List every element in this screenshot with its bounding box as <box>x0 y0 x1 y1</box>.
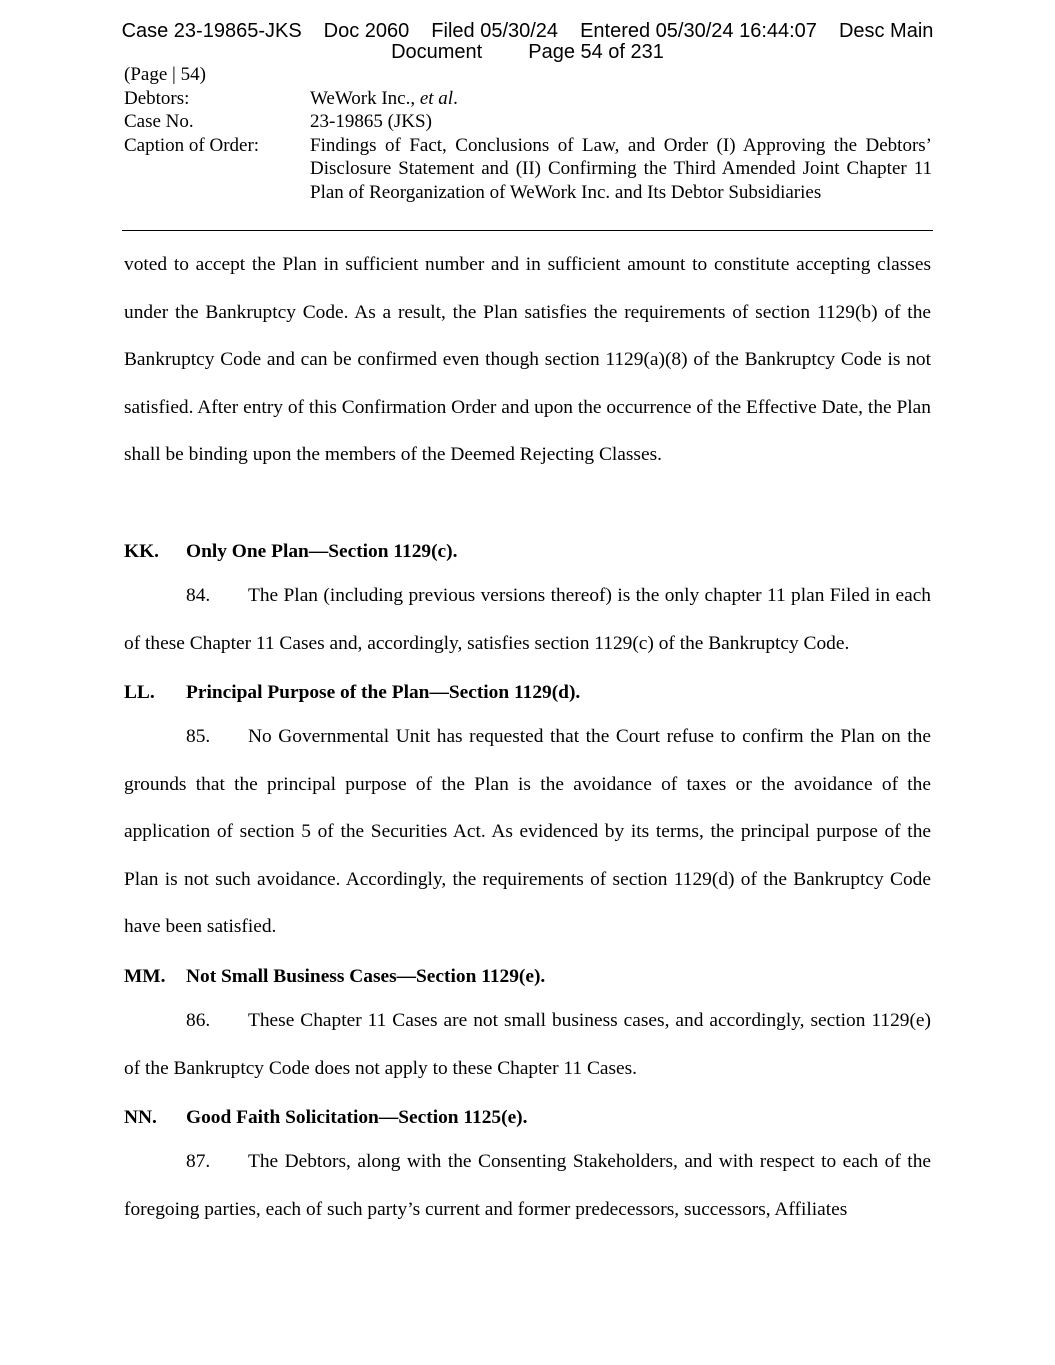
paragraph-87-block <box>124 1138 931 1233</box>
stamp-desc: Desc Main <box>838 20 934 42</box>
section-letter: NN. <box>124 1107 157 1128</box>
paragraph-87 <box>124 1138 931 1233</box>
paragraph-text: The Debtors, along with the Consenting Stakeholders, and with respect to each of the foregoing parties, each of such party’s current and former predecessors, successors, Affiliates <box>124 1151 931 1220</box>
stamp-case: Case 23-19865-JKS <box>121 20 302 42</box>
paragraph-text: The Plan (including previous versions thereof) is the only chapter 11 plan Filed in each of these Chapter 11 Cases and, accordingly, satisfies section 1129(c) of the Bankruptcy Code. <box>124 585 931 654</box>
order-label: Caption of Order: <box>124 134 260 156</box>
court-stamp-line-2 <box>0 42 1055 63</box>
paragraph-text: No Governmental Unit has requested that the Court refuse to confirm the Plan on the grounds that the principal purpose of the Plan is the avoidance of taxes or the avoidance of the application of section 5 of the Securities Act. As evidenced by its terms, the principal purpose of the Plan is not such avoidance. Accordingly, the requirements of section 1129(d) of the Bankruptcy Code have been satisfied. <box>124 726 931 937</box>
paragraph-86-block <box>124 997 931 1092</box>
caption-page-row <box>124 63 932 87</box>
continuation-paragraph: voted to accept the Plan in sufficient number and in sufficient amount to constitute accepting classes under the Bankruptcy Code. As a result, the Plan satisfies the requirements of section 1129(b) of the Bankruptcy Code and can be confirmed even though section 1129(a)(8) of the Bankruptcy Code is not satisfied. After entry of this Confirmation Order and upon the occurrence of the Effective Date, the Plan shall be binding upon the members of the Deemed Rejecting Classes. <box>124 254 931 465</box>
stamp-entered: Entered 05/30/24 16:44:07 <box>580 20 817 42</box>
section-letter: MM. <box>124 966 166 987</box>
caption-debtors-row <box>124 87 932 111</box>
section-letter: LL. <box>124 682 155 703</box>
paragraph-86 <box>124 997 931 1092</box>
caption-divider <box>122 230 933 231</box>
paragraph-number: 87. <box>186 1151 211 1172</box>
paragraph-84 <box>124 572 931 667</box>
caption-page-ref: (Page | 54) <box>124 64 206 85</box>
stamp-filed: Filed 05/30/24 <box>431 20 559 42</box>
order-value: Findings of Fact, Conclusions of Law, and Order (I) Approving the Debtors’ Disclosure Statement and (II) Confirming the Third Amended Joint Chapter 11 Plan of Reorganization of WeWork Inc. and Its Debtor Subsidiaries <box>310 134 932 203</box>
paragraph-84-block <box>124 572 931 667</box>
debtors-label: Debtors: <box>124 87 190 109</box>
paragraph-number: 84. <box>186 585 211 606</box>
caption-order-row <box>124 134 932 205</box>
stamp-document: Document <box>391 41 483 63</box>
caption-header <box>124 63 932 204</box>
section-title: Good Faith Solicitation—Section 1125(e). <box>186 1107 528 1128</box>
section-title: Only One Plan—Section 1129(c). <box>186 541 458 562</box>
section-heading-nn <box>124 1107 528 1129</box>
case-label: Case No. <box>124 111 194 132</box>
paragraph-number: 85. <box>186 726 211 747</box>
case-value: 23-19865 (JKS) <box>310 111 432 132</box>
paragraph-85 <box>124 713 931 951</box>
court-stamp-line-1 <box>0 21 1055 42</box>
continuation-block <box>124 241 931 479</box>
debtors-value <box>310 87 932 111</box>
stamp-doc: Doc 2060 <box>323 20 410 42</box>
section-heading-mm <box>124 966 545 988</box>
section-heading-kk <box>124 541 457 563</box>
debtors-etal: et al <box>419 87 454 109</box>
debtors-name: WeWork Inc., <box>310 87 416 109</box>
caption-case-row <box>124 110 932 134</box>
paragraph-85-block <box>124 713 931 951</box>
stamp-page: Page 54 of 231 <box>528 41 664 63</box>
section-letter: KK. <box>124 541 160 562</box>
section-heading-ll <box>124 682 580 704</box>
debtors-period: . <box>453 87 458 109</box>
section-title: Principal Purpose of the Plan—Section 1129(d). <box>186 682 581 703</box>
paragraph-text: These Chapter 11 Cases are not small business cases, and accordingly, section 1129(e) of the Bankruptcy Code does not apply to these Chapter 11 Cases. <box>124 1010 931 1079</box>
section-title: Not Small Business Cases—Section 1129(e). <box>186 966 546 987</box>
paragraph-number: 86. <box>186 1010 211 1031</box>
